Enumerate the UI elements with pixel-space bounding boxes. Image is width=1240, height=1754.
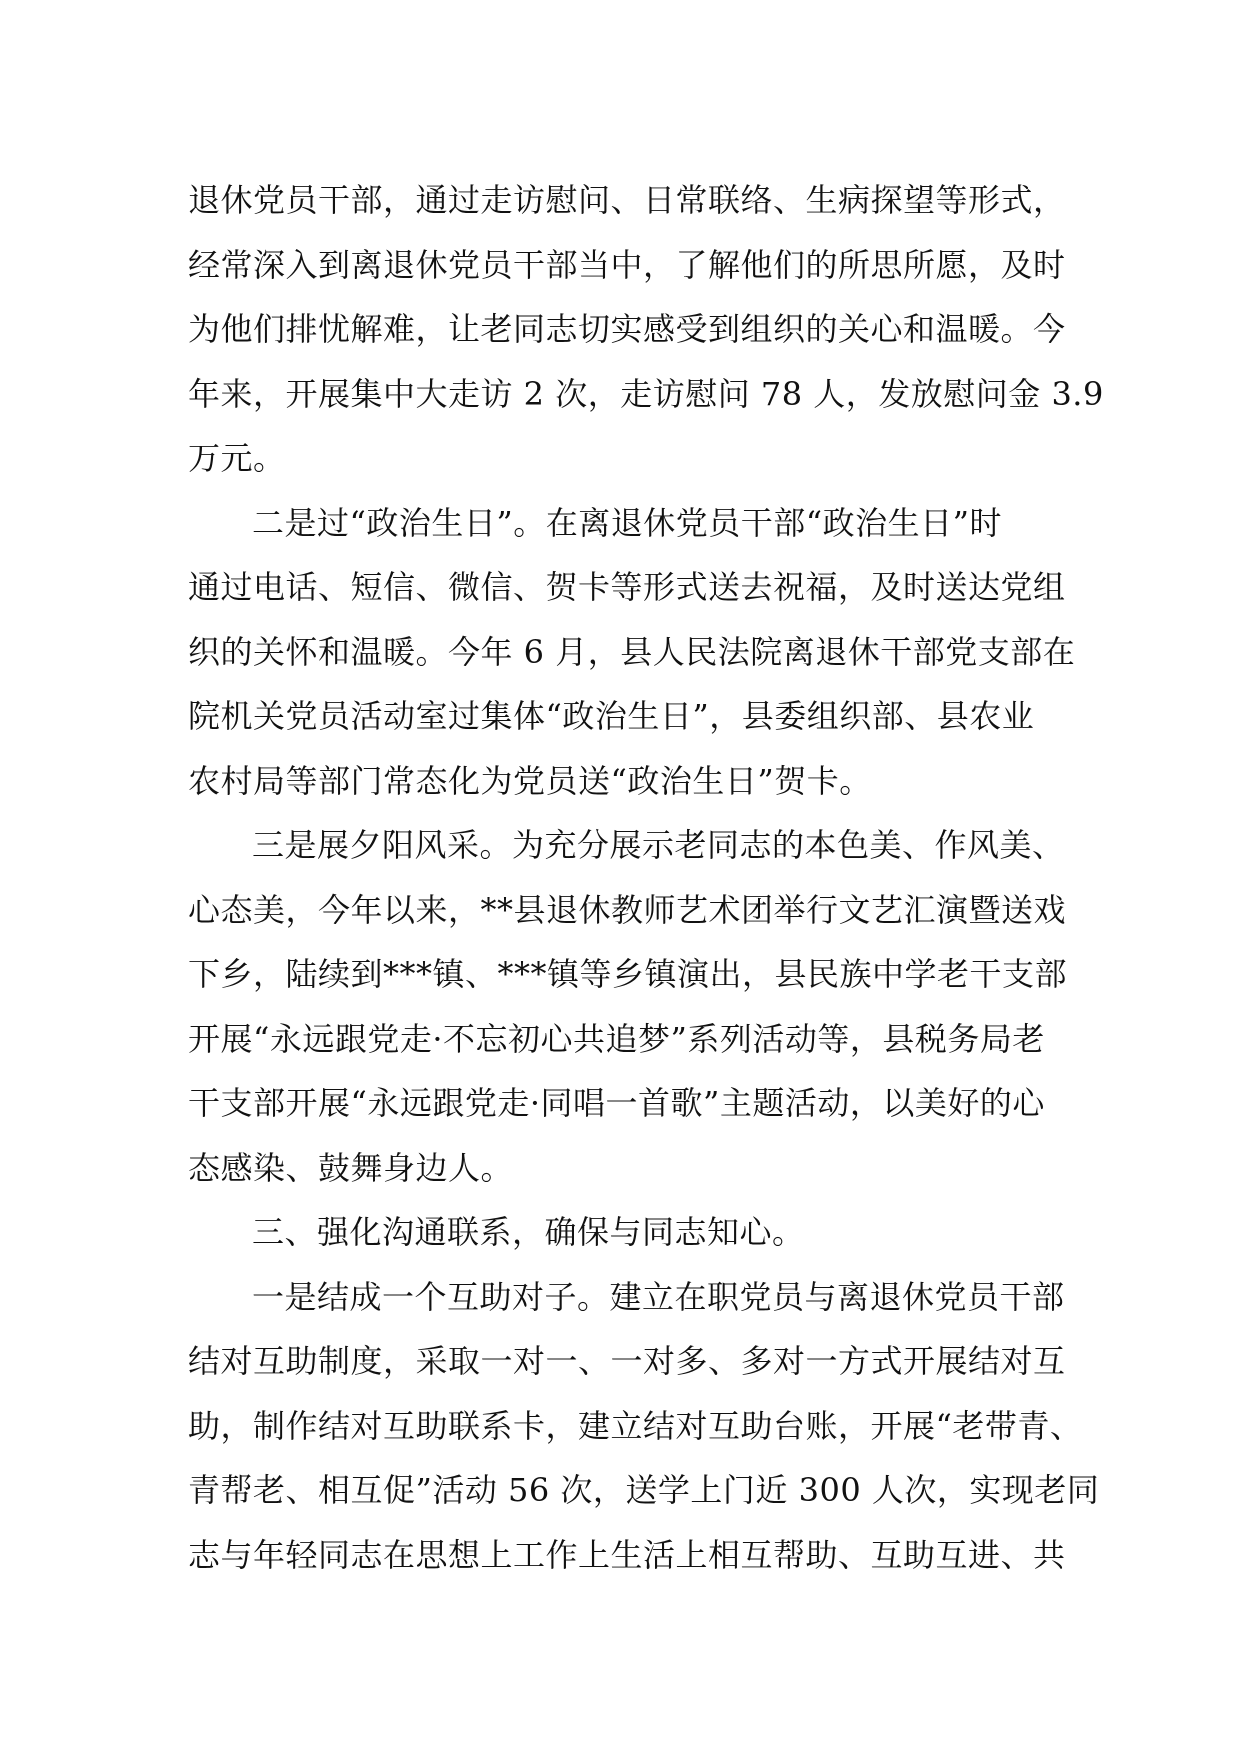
text-line: 经常深入到离退休党员干部当中，了解他们的所思所愿，及时 [188,245,1066,284]
paragraph-start-line: 一是结成一个互助对子。建立在职党员与离退休党员干部 [252,1277,1065,1316]
text-line: 助，制作结对互助联系卡，建立结对互助台账，开展“老带青、 [188,1406,1083,1445]
text-line: 志与年轻同志在思想上工作上生活上相互帮助、互助互进、共 [188,1535,1066,1574]
text-line: 通过电话、短信、微信、贺卡等形式送去祝福，及时送达党组 [188,568,1066,606]
text-line: 心态美，今年以来，**县退休教师艺术团举行文艺汇演暨送戏 [188,890,1067,929]
text-line: 开展“永远跟党走·不忘初心共追梦”系列活动等，县税务局老 [188,1019,1045,1058]
text-line: 万元。 [188,439,286,477]
section-heading-line: 三、强化沟通联系，确保与同志知心。 [252,1213,805,1251]
text-line: 年来，开展集中大走访 2 次，走访慰问 78 人，发放慰问金 3.9 [188,374,1104,413]
text-line: 结对互助制度，采取一对一、一对多、多对一方式开展结对互 [188,1342,1066,1380]
text-line: 退休党员干部，通过走访慰问、日常联络、生病探望等形式， [188,181,1066,219]
text-line: 青帮老、相互促”活动 56 次，送学上门近 300 人次，实现老同 [188,1471,1100,1509]
text-line: 农村局等部门常态化为党员送“政治生日”贺卡。 [188,761,872,800]
text-line: 为他们排忧解难，让老同志切实感受到组织的关心和温暖。今 [188,310,1066,348]
text-line: 态感染、鼓舞身边人。 [188,1148,514,1187]
paragraph-start-line: 二是过“政治生日”。在离退休党员干部“政治生日”时 [252,503,1002,542]
text-line: 院机关党员活动室过集体“政治生日”，县委组织部、县农业 [188,697,1035,735]
text-line: 织的关怀和温暖。今年 6 月，县人民法院离退休干部党支部在 [188,632,1076,671]
text-line: 下乡，陆续到***镇、***镇等乡镇演出，县民族中学老干支部 [188,955,1068,993]
text-line: 干支部开展“永远跟党走·同唱一首歌”主题活动，以美好的心 [188,1084,1045,1122]
body-text [188,168,1104,1587]
paragraph-start-line: 三是展夕阳风采。为充分展示老同志的本色美、作风美、 [252,826,1065,864]
